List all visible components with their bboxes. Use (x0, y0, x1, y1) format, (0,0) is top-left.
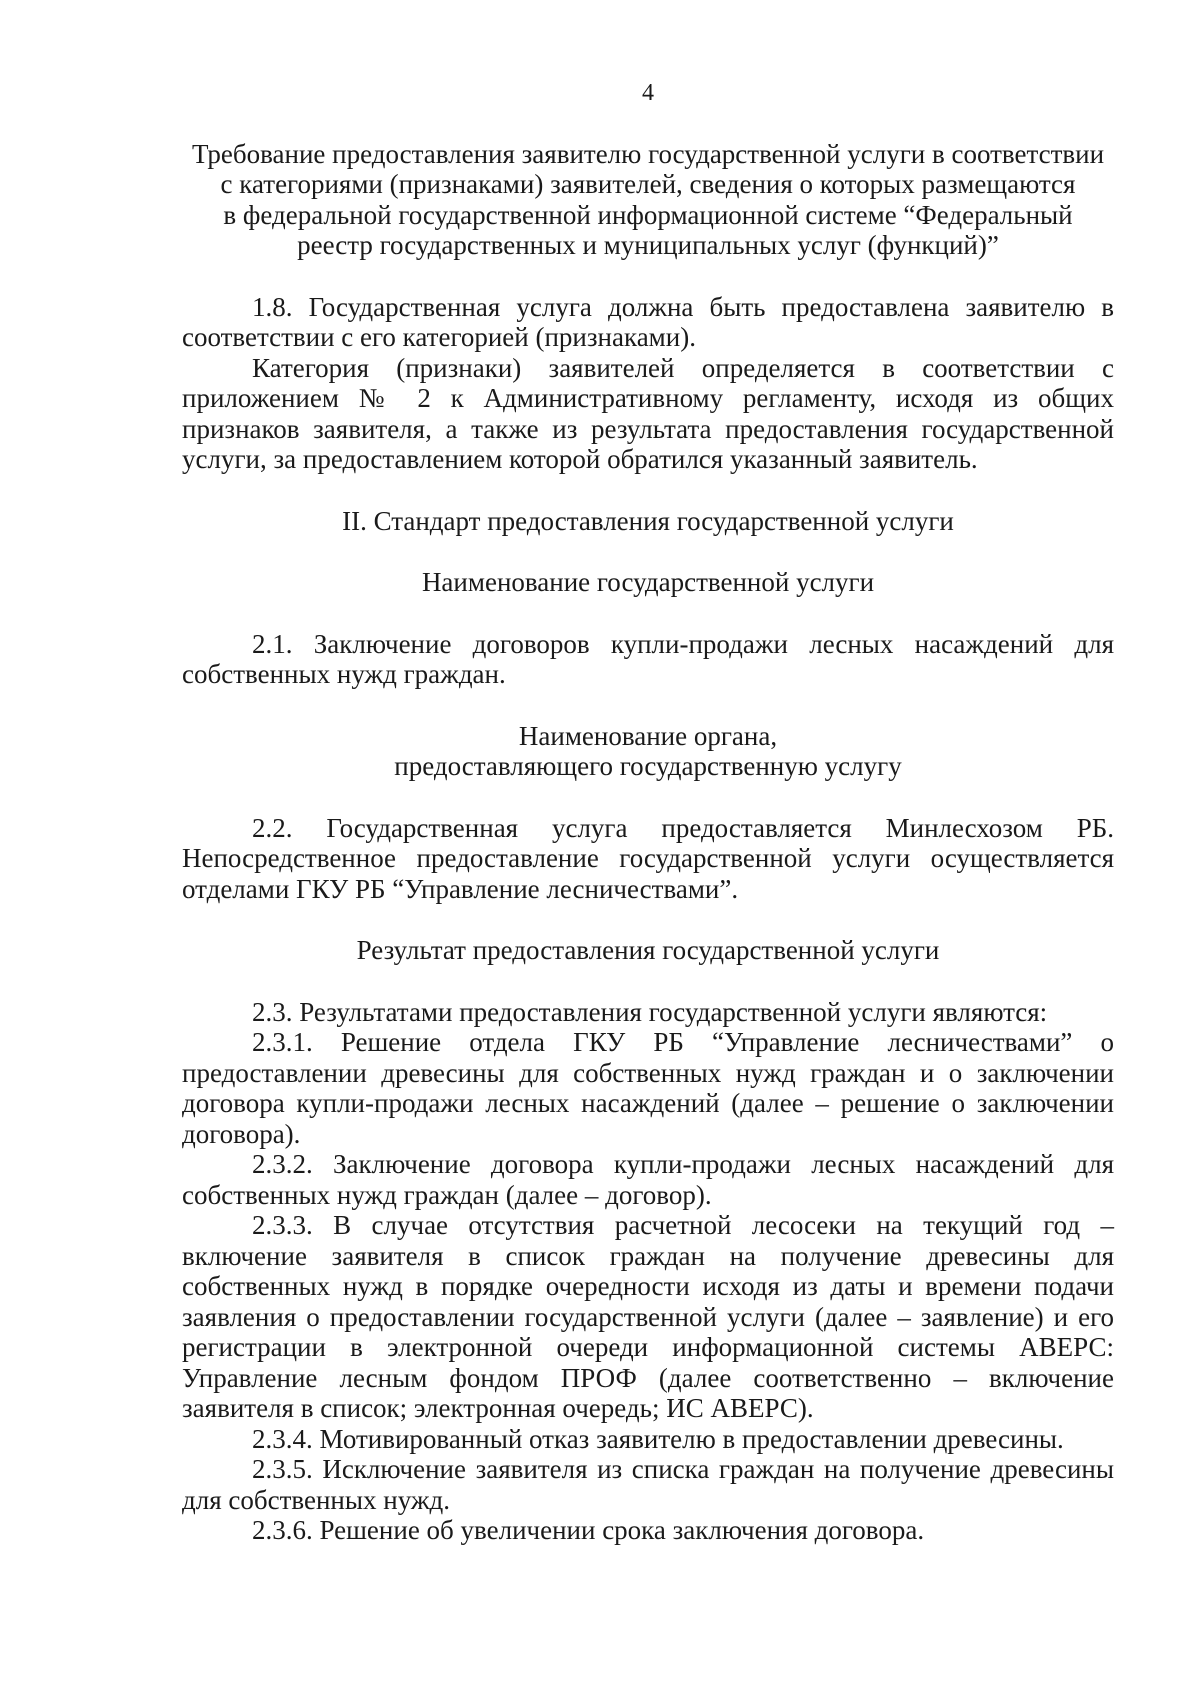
page-number: 4 (642, 80, 654, 106)
heading-line: с категориями (признаками) заявителей, сведения о которых размещаются (220, 169, 1076, 199)
organ-name-title (182, 721, 1114, 782)
document-page (182, 78, 1114, 1546)
paragraph-2-3-4: 2.3.4. Мотивированный отказ заявителю в предоставлении древесины. (252, 1423, 1064, 1454)
result-title: Результат предоставления государственной услуги (356, 935, 940, 965)
paragraph-2-3-5: 2.3.5. Исключение заявителя из списка граждан на получение древесины для собственных нужд. (182, 1454, 1114, 1515)
paragraph-2-3: 2.3. Результатами предоставления государственной услуги являются: (252, 996, 1048, 1027)
heading-line: в федеральной государственной информационной системе “Федеральный (223, 199, 1073, 230)
paragraph-2-3-1: 2.3.1. Решение отдела ГКУ РБ “Управление лесничествами” о предоставлении древесины для собственных нужд граждан и о заключении договора купли-продажи лесных насаждений (далее – решение о заключении договора). (182, 1027, 1114, 1149)
paragraph-2-2: 2.2. Государственная услуга предоставляется Минлесхозом РБ. Непосредственное предоставление государственной услуги осуществляется отделами ГКУ РБ “Управление лесничествами”. (182, 812, 1114, 904)
paragraph-2-3-2: 2.3.2. Заключение договора купли-продажи лесных насаждений для собственных нужд граждан (далее – договор). (182, 1149, 1114, 1210)
heading-line: реестр государственных и муниципальных услуг (функций)” (297, 230, 999, 260)
paragraph-2-3-6: 2.3.6. Решение об увеличении срока заключения договора. (252, 1515, 925, 1545)
paragraph-2-3-3: 2.3.3. В случае отсутствия расчетной лесосеки на текущий год – включение заявителя в список граждан на получение древесины для собственных нужд в порядке очередности исходя из даты и времени подачи заявления о предоставлении государственной услуги (далее – заявление) и его регистрации в электронной очереди информационной системы АВЕРС: Управление лесным фондом ПРОФ (далее соответственно – включение заявителя в список; электронная очередь; ИС АВЕРС). (182, 1210, 1114, 1423)
organ-title-line: Наименование органа, (518, 720, 778, 751)
paragraph-1-8: 1.8. Государственная услуга должна быть предоставлена заявителю в соответствии с его категорией (признаками). (182, 291, 1114, 352)
requirement-heading (182, 139, 1114, 261)
section-2-title: II. Стандарт предоставления государственной услуги (342, 505, 954, 536)
organ-title-line: предоставляющего государственную услугу (394, 751, 902, 781)
heading-line: Требование предоставления заявителю государственной услуги в соответствии (191, 138, 1105, 169)
paragraph-2-1: 2.1. Заключение договоров купли-продажи лесных насаждений для собственных нужд граждан. (182, 628, 1114, 689)
service-name-title: Наименование государственной услуги (421, 567, 875, 597)
paragraph-1-8-category: Категория (признаки) заявителей определяется в соответствии с приложением № 2 к Административному регламенту, исходя из общих признаков заявителя, а также из результата предоставления государственной услуги, за предоставлением которой обратился указанный заявитель. (182, 352, 1114, 474)
